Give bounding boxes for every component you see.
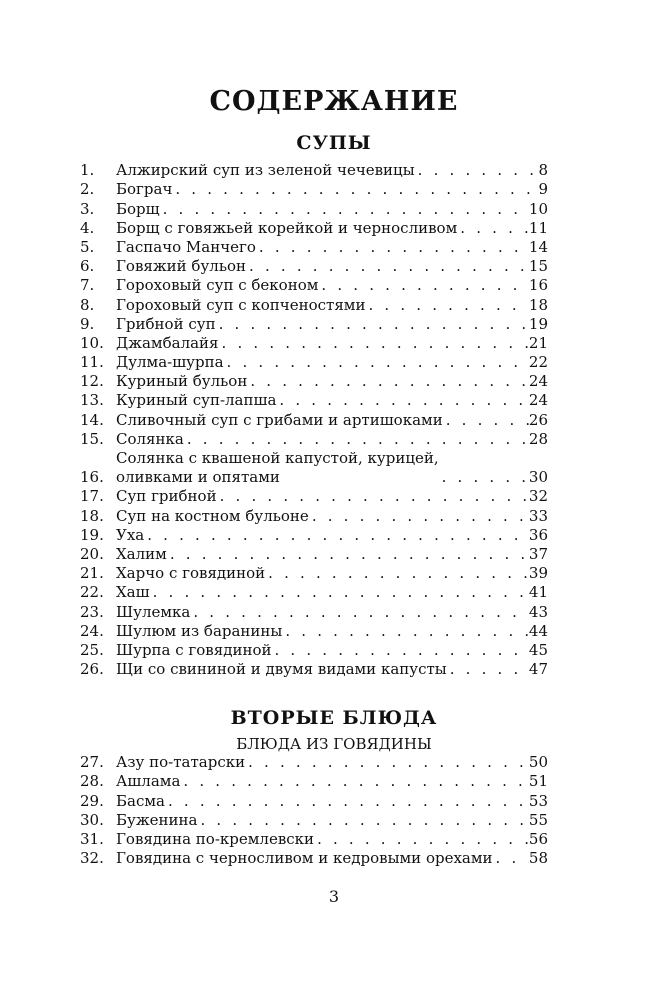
- toc-entry: [80, 506, 548, 525]
- toc-entry-title: Уха: [116, 525, 145, 544]
- toc-entry-body: [116, 753, 529, 772]
- toc-entry-title-line1: Солянка с квашеной капустой, курицей,: [116, 449, 439, 468]
- toc-entry-title: Говяжий бульон: [116, 257, 247, 276]
- toc-entry-number: 29.: [80, 791, 104, 810]
- toc-entry-number: 27.: [80, 753, 104, 772]
- toc-entry-page: 58: [528, 849, 548, 868]
- toc-entry: [80, 372, 548, 391]
- toc-entry-body: [116, 564, 529, 583]
- toc-entry: [80, 180, 548, 199]
- toc-entry-page: 22: [528, 353, 548, 372]
- toc-entry: [80, 622, 548, 641]
- toc-entry-page: 56: [528, 829, 548, 848]
- toc-entry-page: 44: [528, 621, 548, 640]
- page-number: 3: [328, 887, 340, 906]
- toc-entry: [80, 583, 548, 602]
- toc-entry-number: 8.: [80, 295, 95, 314]
- toc-entry: [80, 199, 548, 218]
- toc-entry-page: 32: [528, 487, 548, 506]
- toc-entry-number: 21.: [80, 564, 104, 583]
- toc-entry-number: 26.: [80, 660, 104, 679]
- toc-leader-dots: [318, 276, 529, 295]
- toc-leader-dots: [190, 603, 529, 622]
- toc-entry: [80, 849, 548, 868]
- toc-entry: [80, 410, 548, 429]
- subsection-title-beef: БЛЮДА ИЗ ГОВЯДИНЫ: [236, 735, 432, 753]
- toc-entry-body: [116, 772, 529, 791]
- toc-entry-body: [116, 372, 529, 391]
- toc-entry-page: 10: [528, 199, 548, 218]
- toc-leader-dots: [216, 315, 529, 334]
- toc-leader-dots: [314, 830, 529, 849]
- toc-entry-number: 10.: [80, 333, 104, 352]
- toc-entry: [80, 753, 548, 772]
- toc-entry-body: [116, 849, 529, 868]
- toc-leader-dots: [224, 353, 529, 372]
- toc-entry: [80, 526, 548, 545]
- toc-entry-title: Шурпа с говядиной: [116, 640, 272, 659]
- toc-entry: [80, 791, 548, 810]
- toc-entry-title: Борщ: [116, 199, 160, 218]
- toc-entry-body: [116, 622, 529, 641]
- toc-entry-body: [116, 200, 529, 219]
- toc-entry-body: [116, 603, 529, 622]
- toc-entry-title: Щи со свининой и двумя видами капусты: [116, 660, 447, 679]
- toc-entry-number: 6.: [80, 257, 95, 276]
- toc-entry-body: [116, 296, 529, 315]
- toc-entry-title: Буженина: [116, 810, 198, 829]
- toc-entry-number: 23.: [80, 602, 104, 621]
- toc-entry-page: 36: [528, 525, 548, 544]
- toc-entry-number: 22.: [80, 583, 104, 602]
- toc-leader-dots: [150, 583, 529, 602]
- toc-entry-title: Бограч: [116, 180, 173, 199]
- toc-entry-number: 24.: [80, 621, 104, 640]
- toc-entry-number: 3.: [80, 199, 95, 218]
- page-title: СОДЕРЖАНИЕ: [209, 86, 459, 117]
- toc-entry-number: 9.: [80, 314, 95, 333]
- toc-entry-page: 47: [528, 660, 548, 679]
- toc-entry-page: 39: [528, 564, 548, 583]
- toc-leader-dots: [219, 334, 529, 353]
- toc-entry-page: 21: [528, 333, 548, 352]
- toc-entry-body: [116, 219, 529, 238]
- toc-entry-body: [116, 257, 529, 276]
- toc-entry-body: [116, 792, 529, 811]
- toc-leader-dots: [447, 660, 529, 679]
- toc-entry-page: 43: [528, 602, 548, 621]
- toc-entry-body: [116, 411, 529, 430]
- toc-leader-dots: [165, 792, 529, 811]
- toc-entry: [80, 295, 548, 314]
- toc-entry-page: 37: [528, 544, 548, 563]
- toc-entry-title: Дулма-шурпа: [116, 353, 224, 372]
- toc-entry-title: Шулемка: [116, 602, 191, 621]
- toc-entry-body: [116, 391, 529, 410]
- toc-entry: [80, 276, 548, 295]
- toc-entry-page: 26: [528, 410, 548, 429]
- toc-entry-body: [116, 276, 529, 295]
- toc-entry: [80, 315, 548, 334]
- toc-entry-number: 18.: [80, 506, 104, 525]
- toc-leader-dots: [217, 487, 529, 506]
- toc-leader-dots: [197, 811, 528, 830]
- toc-entry-title: Харчо с говядиной: [116, 564, 266, 583]
- toc-entry-title: Говядина с черносливом и кедровыми орехами: [116, 849, 493, 868]
- toc-leader-dots: [457, 219, 529, 238]
- toc-entry-body: [116, 660, 529, 679]
- toc-entry-title: Грибной суп: [116, 314, 216, 333]
- toc-leader-dots: [443, 411, 529, 430]
- toc-entry-page: 51: [528, 772, 548, 791]
- toc-entry: [80, 564, 548, 583]
- toc-entry-body: [116, 334, 529, 353]
- toc-leader-dots: [282, 622, 529, 641]
- toc-entry-number: 2.: [80, 180, 95, 199]
- toc-entry-title: Суп на костном бульоне: [116, 506, 309, 525]
- toc-entry-title: Сливочный суп с грибами и артишоками: [116, 410, 443, 429]
- toc-entry-page: 53: [528, 791, 548, 810]
- toc-leader-dots: [439, 468, 529, 487]
- toc-entry-number: 28.: [80, 772, 104, 791]
- toc-entry-number: 5.: [80, 237, 95, 256]
- toc-entry-number: 11.: [80, 353, 104, 372]
- toc-entry-number: 31.: [80, 829, 104, 848]
- toc-entry-body: [116, 430, 529, 449]
- toc-entry-number: 30.: [80, 810, 104, 829]
- toc-entry-page: 41: [528, 583, 548, 602]
- toc-entry-title: Борщ с говяжьей корейкой и черносливом: [116, 218, 458, 237]
- toc-entry: [80, 353, 548, 372]
- toc-leader-dots: [246, 257, 529, 276]
- toc-entry-page: 19: [528, 314, 548, 333]
- toc-entry-page: 11: [528, 218, 548, 237]
- toc-entry-body: [116, 545, 529, 564]
- toc-entry-number: 19.: [80, 525, 104, 544]
- toc-entry-number: 15.: [80, 429, 104, 448]
- toc-entry-body: [116, 353, 529, 372]
- toc-entry: [80, 238, 548, 257]
- toc-entry-title: Гороховый суп с беконом: [116, 276, 319, 295]
- toc-entry-title: Азу по-татарски: [116, 753, 246, 772]
- toc-entry-page: 9: [538, 180, 548, 199]
- toc-leader-dots: [256, 238, 529, 257]
- toc-leader-dots: [184, 430, 529, 449]
- toc-entry-page: 33: [528, 506, 548, 525]
- toc-leader-dots: [180, 772, 529, 791]
- toc-entry-body: [116, 830, 529, 849]
- toc-entry-title: оливками и опятами: [116, 468, 280, 487]
- toc-entry: [80, 449, 548, 487]
- toc-entry: [80, 487, 548, 506]
- toc-entry-body: [116, 583, 529, 602]
- toc-entry-number: 16.: [80, 468, 104, 487]
- toc-list-main-dishes: [80, 753, 548, 868]
- section-title-main-dishes: ВТОРЫЕ БЛЮДА: [230, 707, 438, 729]
- toc-entry-body: [116, 180, 538, 199]
- toc-entry-page: 45: [528, 640, 548, 659]
- toc-entry-body: [116, 449, 529, 487]
- toc-entry-number: 12.: [80, 372, 104, 391]
- toc-leader-dots: [276, 391, 529, 410]
- toc-entry-page: 18: [528, 295, 548, 314]
- toc-entry-page: 16: [528, 276, 548, 295]
- toc-entry-body: [116, 811, 529, 830]
- toc-entry-title: Солянка: [116, 429, 184, 448]
- toc-entry-title: Халим: [116, 544, 167, 563]
- toc-leader-dots: [167, 545, 529, 564]
- toc-entry-page: 50: [528, 753, 548, 772]
- toc-entry: [80, 545, 548, 564]
- toc-entry-body: [116, 487, 529, 506]
- toc-leader-dots: [415, 161, 539, 180]
- toc-entry-page: 8: [538, 161, 548, 180]
- toc-entry-number: 32.: [80, 849, 104, 868]
- toc-entry: [80, 830, 548, 849]
- toc-entry-number: 7.: [80, 276, 95, 295]
- toc-entry-page: 28: [528, 429, 548, 448]
- toc-entry-title: Алжирский суп из зеленой чечевицы: [116, 161, 415, 180]
- toc-entry: [80, 391, 548, 410]
- toc-entry-body: [116, 238, 529, 257]
- toc-entry: [80, 334, 548, 353]
- toc-entry-title: Куриный бульон: [116, 372, 248, 391]
- toc-entry-number: 25.: [80, 640, 104, 659]
- section-title-soups: СУПЫ: [296, 132, 372, 154]
- toc-entry-body: [116, 315, 529, 334]
- toc-entry: [80, 219, 548, 238]
- toc-entry-title: Шулюм из баранины: [116, 621, 283, 640]
- toc-leader-dots: [365, 296, 528, 315]
- toc-entry: [80, 772, 548, 791]
- toc-entry-number: 20.: [80, 544, 104, 563]
- toc-entry-title: Гаспачо Манчего: [116, 237, 256, 256]
- toc-entry-body: [116, 507, 529, 526]
- toc-leader-dots: [160, 200, 529, 219]
- toc-entry: [80, 811, 548, 830]
- toc-entry-body: [116, 641, 529, 660]
- toc-leader-dots: [309, 507, 529, 526]
- toc-entry-page: 24: [528, 372, 548, 391]
- toc-leader-dots: [265, 564, 529, 583]
- toc-entry-title: Хаш: [116, 583, 150, 602]
- toc-entry: [80, 641, 548, 660]
- toc-entry-title: Басма: [116, 791, 165, 810]
- toc-entry-page: 30: [528, 468, 548, 487]
- toc-leader-dots: [245, 753, 529, 772]
- toc-entry-number: 13.: [80, 391, 104, 410]
- toc-entry-title: Куриный суп-лапша: [116, 391, 277, 410]
- toc-entry: [80, 602, 548, 621]
- toc-entry-title: Суп грибной: [116, 487, 217, 506]
- toc-entry-number: 14.: [80, 410, 104, 429]
- toc-entry-page: 14: [528, 237, 548, 256]
- toc-entry-title: Гороховый суп с копченостями: [116, 295, 366, 314]
- toc-leader-dots: [271, 641, 528, 660]
- toc-entry-title: Джамбалайя: [116, 333, 219, 352]
- toc-leader-dots: [493, 849, 529, 868]
- toc-leader-dots: [172, 180, 538, 199]
- toc-entry-page: 24: [528, 391, 548, 410]
- toc-entry-title: Говядина по-кремлевски: [116, 829, 315, 848]
- toc-entry: [80, 161, 548, 180]
- toc-leader-dots: [144, 526, 529, 545]
- toc-entry-number: 1.: [80, 161, 95, 180]
- toc-entry: [80, 660, 548, 679]
- toc-list-soups: [80, 161, 548, 679]
- toc-entry-page: 55: [528, 810, 548, 829]
- toc-leader-dots: [247, 372, 529, 391]
- toc-entry-body: [116, 526, 529, 545]
- toc-entry-page: 15: [528, 257, 548, 276]
- toc-entry-title: Ашлама: [116, 772, 181, 791]
- toc-entry: [80, 430, 548, 449]
- toc-entry: [80, 257, 548, 276]
- toc-entry-number: 4.: [80, 218, 95, 237]
- toc-entry-number: 17.: [80, 487, 104, 506]
- toc-entry-body: [116, 161, 538, 180]
